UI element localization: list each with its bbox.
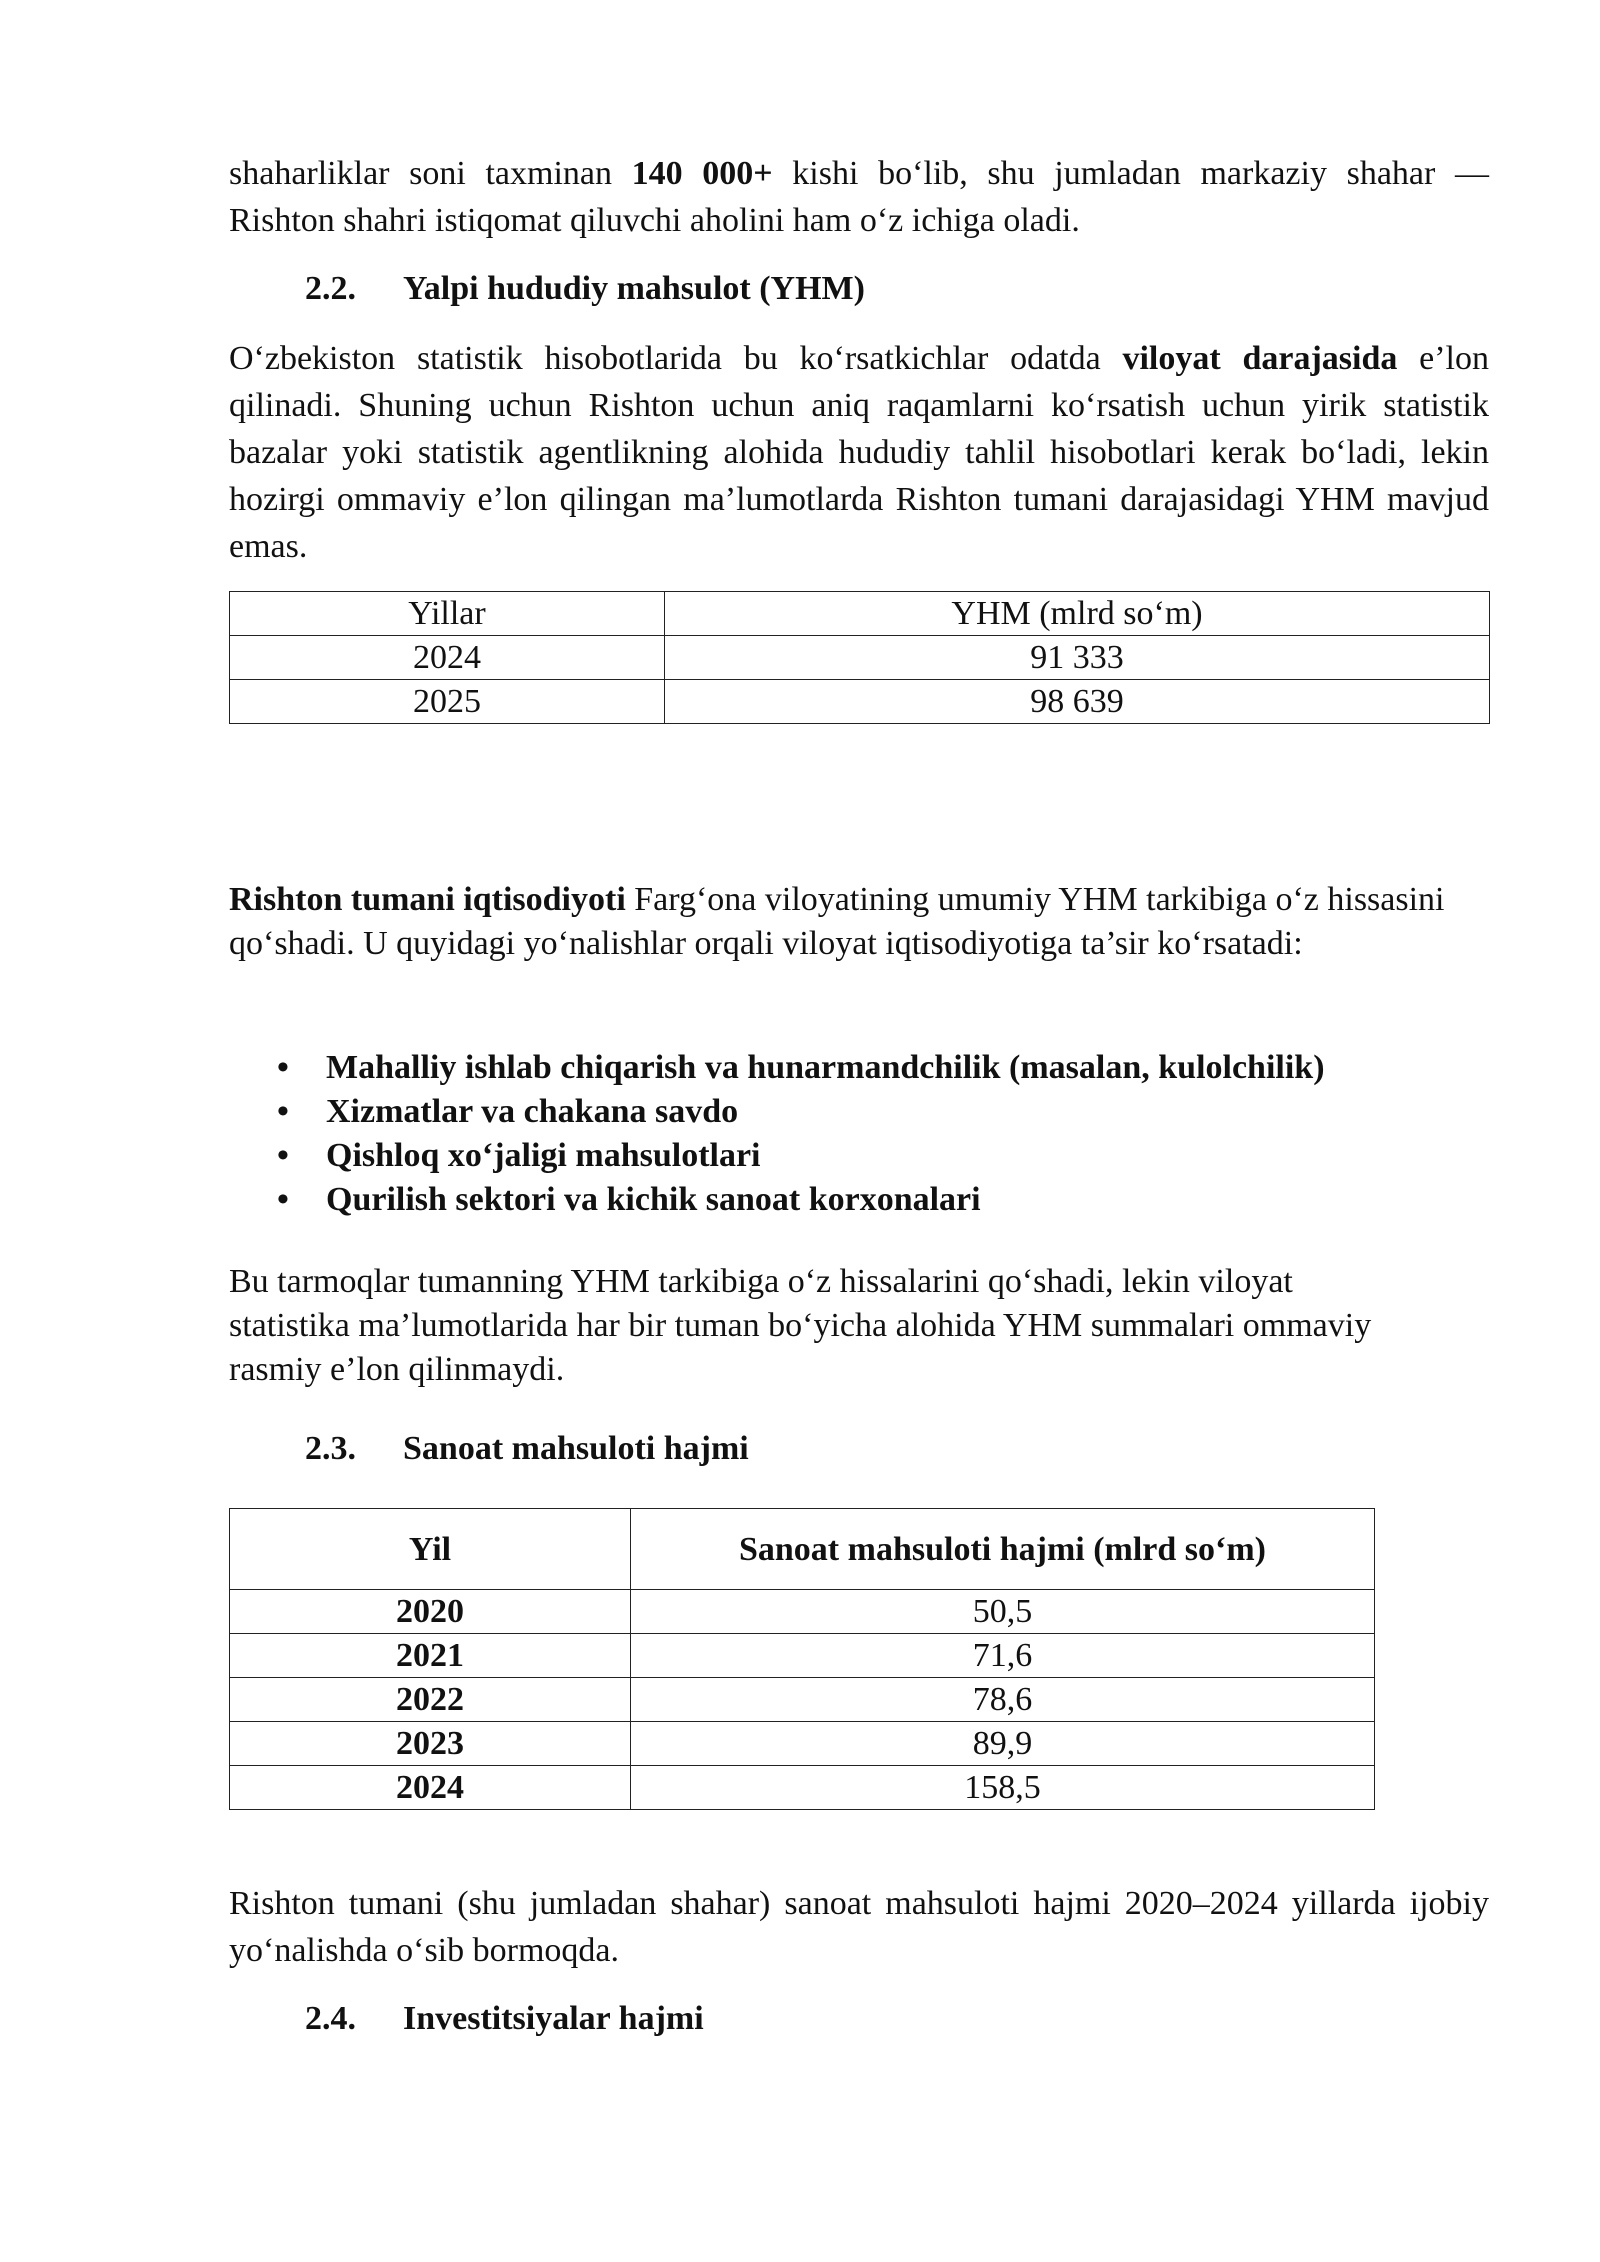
list-item: • Mahalliy ishlab chiqarish va hunarmandchilik (masalan, kulolchilik) [229, 1046, 1325, 1090]
table-cell: 2022 [230, 1678, 631, 1722]
table-cell: 2023 [230, 1722, 631, 1766]
table-row [230, 680, 1490, 724]
table-header-row [230, 592, 1490, 636]
intro-line-2: Rishton shahri istiqomat qiluvchi aholini ham o‘z ichiga oladi. [229, 202, 1080, 239]
sanoat-table [229, 1508, 1375, 1810]
table-cell: 71,6 [631, 1634, 1375, 1678]
table-cell: 98 639 [665, 680, 1490, 724]
list-item: • Xizmatlar va chakana savdo [229, 1090, 1325, 1134]
section-number: 2.4. [305, 2000, 356, 2037]
section-number: 2.3. [305, 1430, 356, 1467]
table-row [230, 1722, 1375, 1766]
table-row [230, 1678, 1375, 1722]
table-cell: 2025 [230, 680, 665, 724]
table-cell: 2020 [230, 1590, 631, 1634]
section-title: Investitsiyalar hajmi [403, 2000, 704, 2037]
table-header-cell: Yil [230, 1509, 631, 1590]
list-item: • Qishloq xo‘jaligi mahsulotlari [229, 1134, 1325, 1178]
sanoat-note-paragraph: Rishton tumani (shu jumladan shahar) sanoat mahsuloti hajmi 2020–2024 yillarda ijobiy yo‘nalishda o‘sib bormoqda. [229, 1885, 1489, 1969]
table-header-row [230, 1509, 1375, 1590]
table-cell: 50,5 [631, 1590, 1375, 1634]
table-row [230, 1766, 1375, 1810]
table-row [230, 1590, 1375, 1634]
table-cell: 2024 [230, 1766, 631, 1810]
table-cell: 2024 [230, 636, 665, 680]
section-number: 2.2. [305, 270, 356, 307]
section-2-3-heading [305, 1425, 749, 1472]
table-row [230, 1634, 1375, 1678]
list-item: • Qurilish sektori va kichik sanoat korxonalari [229, 1178, 1325, 1222]
yhm-paragraph: O‘zbekiston statistik hisobotlarida bu ko‘rsatkichlar odatda viloyat darajasida e’lon qilinadi. Shuning uchun Rishton uchun aniq raqamlarni ko‘rsatish uchun yirik statistik bazalar yoki statistik agentlikning alohida hududiy tahlil hisobotlari kerak bo‘ladi, lekin hozirgi ommaviy e’lon qilingan ma’lumotlarda Rishton tumani darajasidagi YHM mavjud emas. [229, 340, 1489, 565]
table-cell: 89,9 [631, 1722, 1375, 1766]
table-header-cell: YHM (mlrd so‘m) [665, 592, 1490, 636]
intro-paragraph [229, 150, 1489, 244]
economy-bullet-list [229, 1046, 1325, 1222]
intro-line-1: shaharliklar soni taxminan 140 000+ kishi bo‘lib, shu jumladan markaziy shahar — [229, 155, 1489, 192]
table-header-cell: Yillar [230, 592, 665, 636]
section-title: Sanoat mahsuloti hajmi [403, 1430, 749, 1467]
economy-paragraph: Rishton tumani iqtisodiyoti Farg‘ona viloyatining umumiy YHM tarkibiga o‘z hissasini qo‘shadi. U quyidagi yo‘nalishlar orqali viloyat iqtisodiyotiga ta’sir ko‘rsatadi: [229, 881, 1445, 962]
table-cell: 158,5 [631, 1766, 1375, 1810]
table-cell: 91 333 [665, 636, 1490, 680]
table-cell: 2021 [230, 1634, 631, 1678]
section-2-4-heading [305, 1995, 704, 2042]
table-header-cell: Sanoat mahsuloti hajmi (mlrd so‘m) [631, 1509, 1375, 1590]
section-title: Yalpi hududiy mahsulot (YHM) [403, 270, 865, 307]
table-cell: 78,6 [631, 1678, 1375, 1722]
table-row [230, 636, 1490, 680]
yhm-table [229, 591, 1490, 724]
economy-closing-paragraph: Bu tarmoqlar tumanning YHM tarkibiga o‘z hissalarini qo‘shadi, lekin viloyat statistika ma’lumotlarida har bir tuman bo‘yicha alohida YHM summalari ommaviy rasmiy e’lon qilinmaydi. [229, 1263, 1372, 1388]
section-2-2-heading [305, 265, 865, 312]
